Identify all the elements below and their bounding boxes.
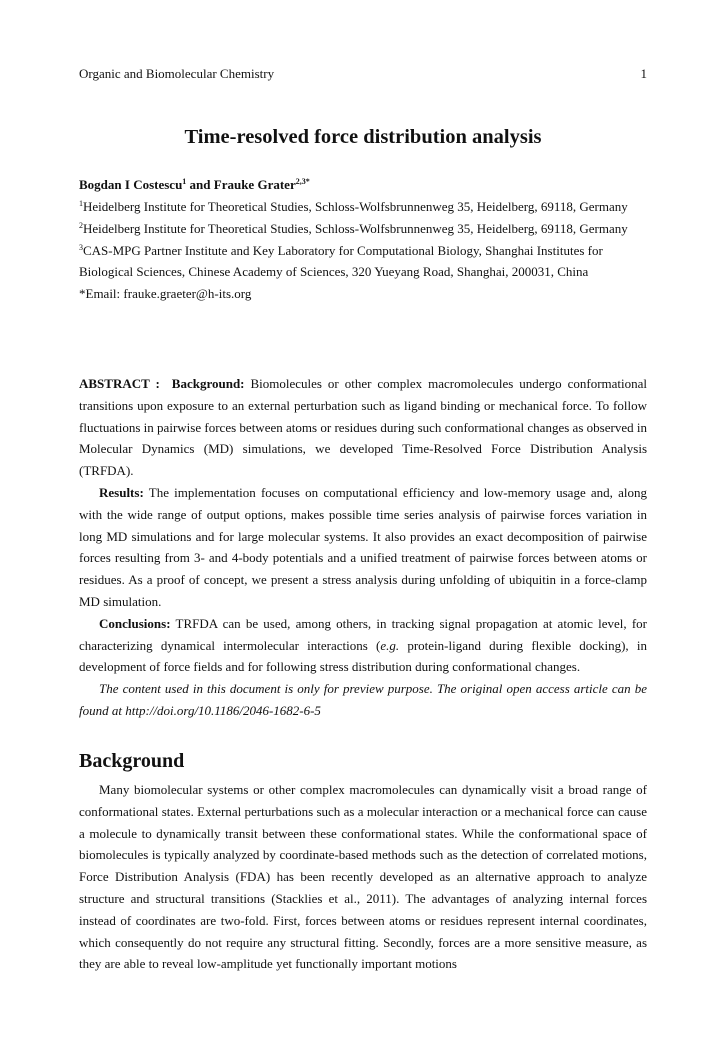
affiliation-item — [79, 240, 647, 284]
affiliation-text: CAS-MPG Partner Institute and Key Laboratory for Computational Biology, Shanghai Institutes for Biological Sciences, Chinese Academy of Sciences, 320 Yueyang Road, Shanghai, 200031, China — [79, 242, 603, 280]
affiliation-mark: 2 — [79, 220, 83, 230]
corresponding-email: *Email: frauke.graeter@h-its.org — [79, 286, 252, 302]
section-heading: Background — [79, 750, 185, 772]
background-text: Biomolecules or other complex macromolecules undergo conformational transitions upon exposure to an external perturbation such as ligand binding or mechanical force. To follow fluctuations in pairwise forces between atoms or residues during such conformational changes as observed in Molecular Dynamics (MD) simulations, we developed Time-Resolved Force Distribution Analysis (TRFDA). — [79, 376, 648, 479]
abstract — [79, 373, 647, 722]
journal-name: Organic and Biomolecular Chemistry — [79, 66, 275, 81]
preview-note-text: The content used in this document is only for preview purpose. The original open access article can be found at http://doi.org/10.1186/2046-1682-6-5 — [79, 681, 647, 718]
affiliation-mark: 3 — [79, 242, 83, 252]
abstract-conclusions — [79, 613, 647, 678]
conclusions-text: protein-ligand during flexible docking), in development of force fields and for following stress distribution during conformational changes. — [79, 637, 647, 675]
paper-title: Time-resolved force distribution analysis — [184, 126, 542, 148]
abstract-results — [79, 482, 647, 613]
author-affil-mark: 1 — [182, 177, 187, 186]
running-header — [79, 66, 647, 82]
affiliation-item — [79, 218, 647, 240]
results-text: The implementation focuses on computational efficiency and low-memory usage and, along with the wide range of output options, makes possible time series analysis of pairwise forces variation in long MD simulations and for large molecular systems. It also provides an exact decomposition of pairwise forces resulting from 3- and 4-body potentials and a unified treatment of pairwise forces between atoms or residues. As a proof of concept, we present a stress analysis during unfolding of ubiquitin in a force-clamp MD simulation. — [79, 484, 648, 609]
author-name: Bogdan I Costescu — [79, 177, 183, 192]
author-affil-mark: 2,3* — [295, 177, 310, 186]
affiliation-mark: 1 — [79, 199, 83, 208]
abstract-label: ABSTRACT : — [79, 376, 160, 391]
affiliation-text: Heidelberg Institute for Theoretical Studies, Schloss-Wolfsbrunnenweg 35, Heidelberg, 69118, Germany — [83, 220, 628, 236]
results-label: Results: — [99, 484, 144, 500]
page-number: 1 — [640, 66, 647, 81]
conclusions-label: Conclusions: — [99, 615, 171, 631]
author-name: Frauke Grater — [213, 177, 296, 192]
author-connector: and — [186, 177, 214, 192]
affiliation-item — [79, 196, 647, 218]
conclusions-eg: e.g. — [380, 637, 400, 653]
affiliation-text: Heidelberg Institute for Theoretical Studies, Schloss-Wolfsbrunnenweg 35, Heidelberg, 69118, Germany — [83, 199, 628, 214]
author-list — [79, 176, 647, 194]
abstract-background — [79, 373, 647, 482]
background-label: Background: — [171, 376, 245, 391]
conclusions-text: TRFDA can be used, among others, in tracking signal propagation at atomic level, for characterizing dynamical intermolecular interactions ( — [79, 615, 647, 653]
affiliations — [79, 196, 647, 305]
body-paragraph: Many biomolecular systems or other complex macromolecules can dynamically visit a broad range of conformational states. External perturbations such as a molecular interaction or a mechanical force can cause a molecule to dynamically transit between these conformational states. While the conformational space of biomolecules is typically analyzed by coordinate-based methods such as the detection of correlated motions, Force Distribution Analysis (FDA) has been recently developed as an alternative approach to analyze structure and structural transitions (Stacklies et al., 2011). The advantages of analyzing internal forces instead of coordinates are two-fold. First, forces between atoms or residues represent internal coordinates, which consequently do not require any structural fitting. Secondly, forces are a more sensitive measure, as they are able to reveal low-amplitude yet functionally important motions — [79, 782, 647, 972]
preview-note — [79, 678, 647, 722]
